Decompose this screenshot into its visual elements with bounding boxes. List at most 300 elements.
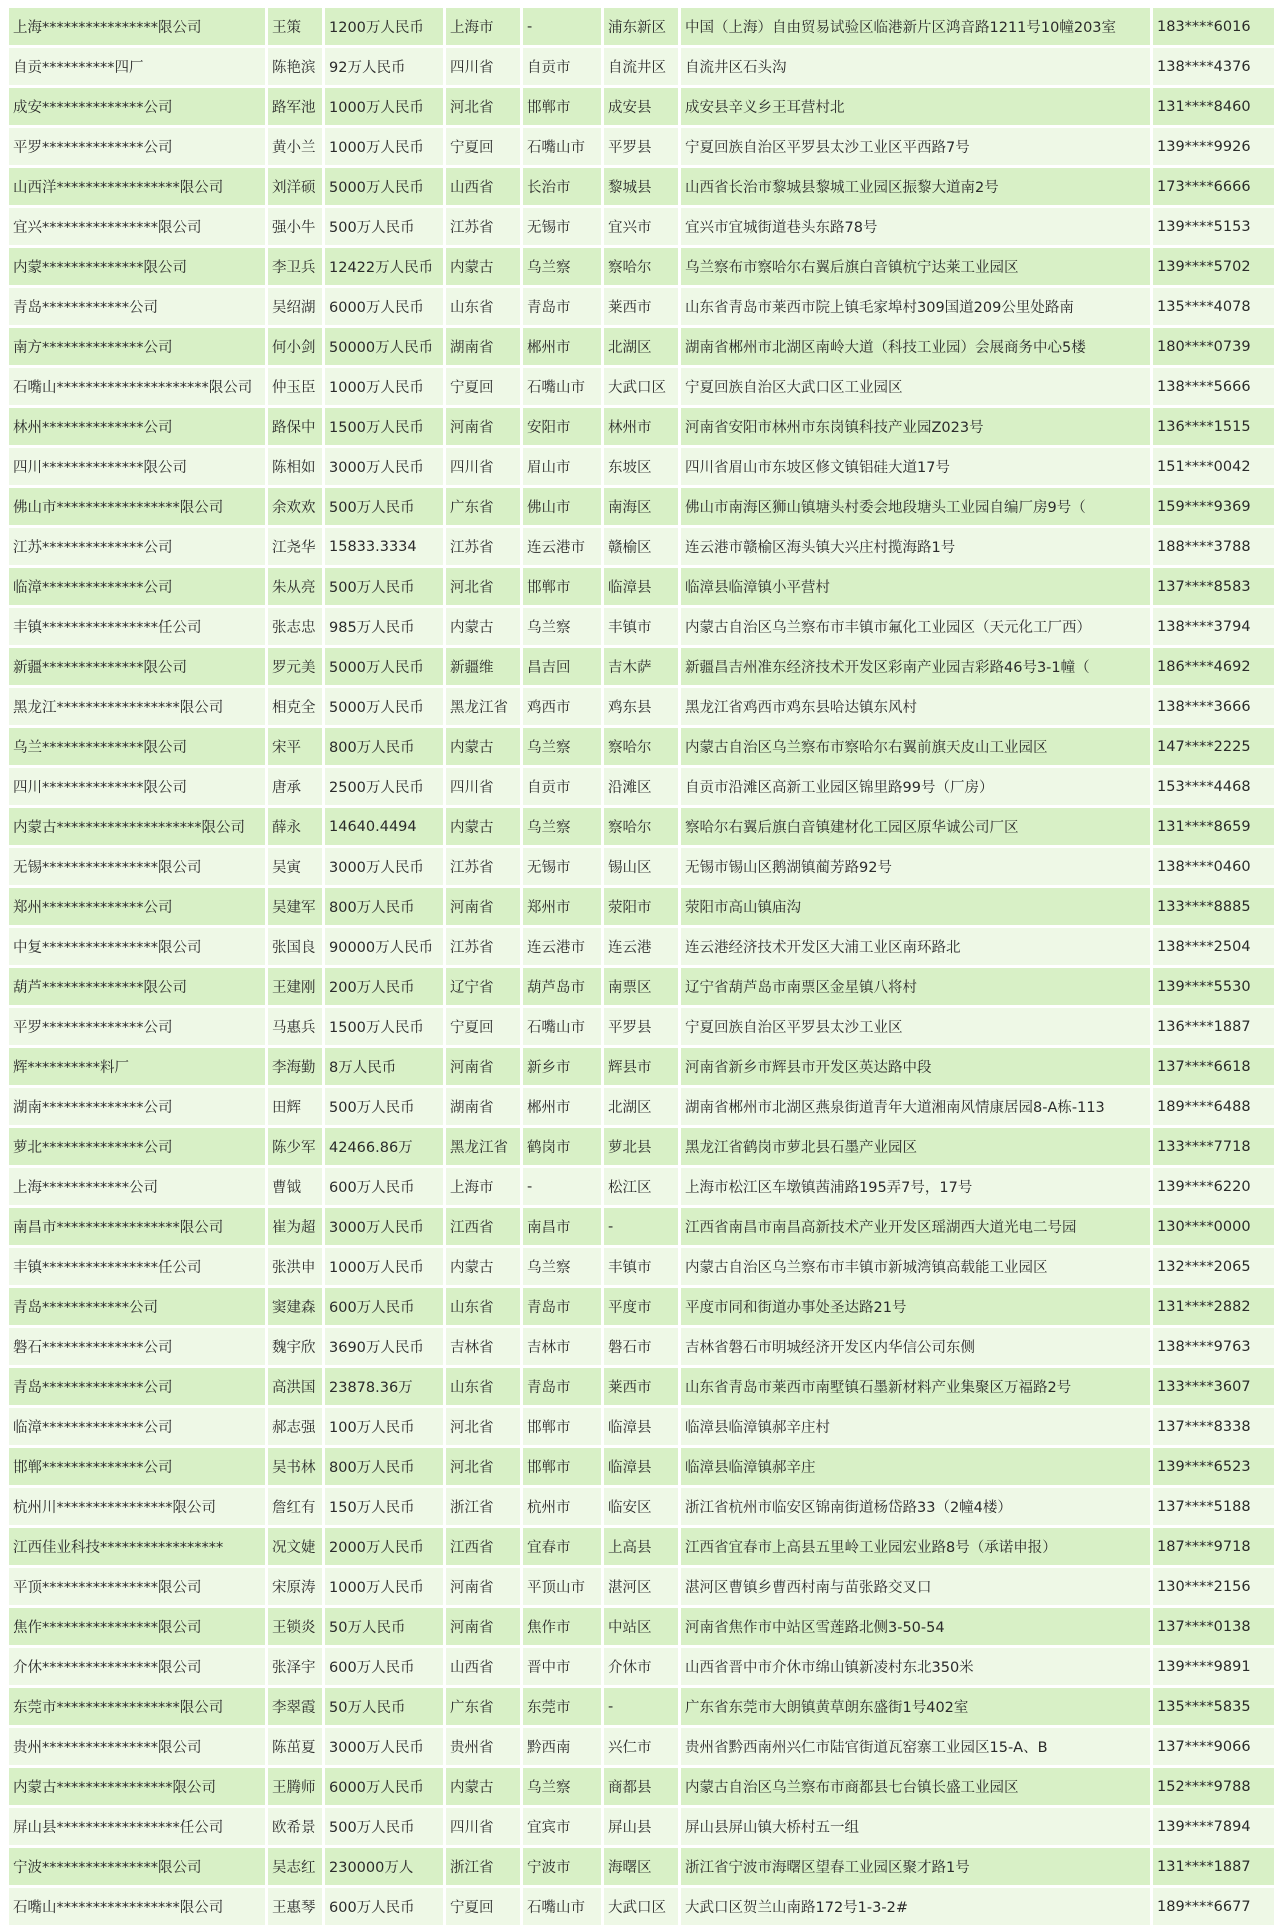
city-cell: 长治市 <box>523 168 601 205</box>
province-cell: 黑龙江省 <box>446 688 520 725</box>
company-name-cell: 郑州**************公司 <box>9 888 265 925</box>
table-row <box>9 448 1274 485</box>
phone-cell: 187****9718 <box>1153 1528 1274 1565</box>
province-cell: 江苏省 <box>446 208 520 245</box>
legal-person-cell: 张国良 <box>268 928 322 965</box>
legal-person-cell: 吴建军 <box>268 888 322 925</box>
registered-capital-cell: 600万人民币 <box>325 1888 443 1925</box>
phone-cell: 133****3607 <box>1153 1368 1274 1405</box>
table-row <box>9 1528 1274 1565</box>
district-cell: - <box>604 1688 678 1725</box>
city-cell: 无锡市 <box>523 848 601 885</box>
company-name-cell: 上海****************限公司 <box>9 8 265 45</box>
legal-person-cell: 王策 <box>268 8 322 45</box>
province-cell: 四川省 <box>446 768 520 805</box>
address-cell: 江西省南昌市南昌高新技术产业开发区瑶湖西大道光电二号园 <box>681 1208 1150 1245</box>
table-row <box>9 1808 1274 1845</box>
district-cell: 宜兴市 <box>604 208 678 245</box>
registered-capital-cell: 500万人民币 <box>325 1808 443 1845</box>
city-cell: 佛山市 <box>523 488 601 525</box>
province-cell: 四川省 <box>446 1808 520 1845</box>
city-cell: 郴州市 <box>523 328 601 365</box>
province-cell: 上海市 <box>446 8 520 45</box>
legal-person-cell: 窦建森 <box>268 1288 322 1325</box>
province-cell: 内蒙古 <box>446 808 520 845</box>
address-cell: 无锡市锡山区鹅湖镇蔺芳路92号 <box>681 848 1150 885</box>
district-cell: 荥阳市 <box>604 888 678 925</box>
province-cell: 河南省 <box>446 1568 520 1605</box>
province-cell: 内蒙古 <box>446 248 520 285</box>
company-name-cell: 焦作****************限公司 <box>9 1608 265 1645</box>
registered-capital-cell: 6000万人民币 <box>325 288 443 325</box>
table-row <box>9 288 1274 325</box>
phone-cell: 138****2504 <box>1153 928 1274 965</box>
registered-capital-cell: 500万人民币 <box>325 208 443 245</box>
registered-capital-cell: 3000万人民币 <box>325 1208 443 1245</box>
table-row <box>9 1048 1274 1085</box>
phone-cell: 153****4468 <box>1153 768 1274 805</box>
company-name-cell: 丰镇****************任公司 <box>9 608 265 645</box>
district-cell: 察哈尔 <box>604 808 678 845</box>
company-name-cell: 青岛************公司 <box>9 288 265 325</box>
district-cell: 上高县 <box>604 1528 678 1565</box>
legal-person-cell: 欧希景 <box>268 1808 322 1845</box>
registered-capital-cell: 100万人民币 <box>325 1408 443 1445</box>
city-cell: 宁波市 <box>523 1848 601 1885</box>
table-row <box>9 408 1274 445</box>
address-cell: 新疆昌吉州准东经济技术开发区彩南产业园吉彩路46号3-1幢（ <box>681 648 1150 685</box>
district-cell: 南海区 <box>604 488 678 525</box>
address-cell: 自贡市沿滩区高新工业园区锦里路99号（厂房） <box>681 768 1150 805</box>
registered-capital-cell: 23878.36万 <box>325 1368 443 1405</box>
table-row <box>9 648 1274 685</box>
address-cell: 宁夏回族自治区大武口区工业园区 <box>681 368 1150 405</box>
city-cell: 昌吉回 <box>523 648 601 685</box>
province-cell: 河南省 <box>446 1608 520 1645</box>
phone-cell: 137****6618 <box>1153 1048 1274 1085</box>
registered-capital-cell: 200万人民币 <box>325 968 443 1005</box>
address-cell: 四川省眉山市东坡区修文镇铝硅大道17号 <box>681 448 1150 485</box>
address-cell: 山西省晋中市介休市绵山镇新凌村东北350米 <box>681 1648 1150 1685</box>
company-name-cell: 林州**************公司 <box>9 408 265 445</box>
province-cell: 内蒙古 <box>446 608 520 645</box>
district-cell: 丰镇市 <box>604 1248 678 1285</box>
registered-capital-cell: 600万人民币 <box>325 1168 443 1205</box>
registered-capital-cell: 1500万人民币 <box>325 1008 443 1045</box>
city-cell: 石嘴山市 <box>523 1888 601 1925</box>
registered-capital-cell: 42466.86万 <box>325 1128 443 1165</box>
registered-capital-cell: 3690万人民币 <box>325 1328 443 1365</box>
legal-person-cell: 郝志强 <box>268 1408 322 1445</box>
legal-person-cell: 李卫兵 <box>268 248 322 285</box>
phone-cell: 189****6677 <box>1153 1888 1274 1925</box>
province-cell: 江苏省 <box>446 928 520 965</box>
city-cell: 邯郸市 <box>523 1448 601 1485</box>
table-row <box>9 848 1274 885</box>
company-name-cell: 成安**************公司 <box>9 88 265 125</box>
legal-person-cell: 高洪国 <box>268 1368 322 1405</box>
registered-capital-cell: 150万人民币 <box>325 1488 443 1525</box>
legal-person-cell: 江尧华 <box>268 528 322 565</box>
table-row <box>9 1088 1274 1125</box>
table-row <box>9 888 1274 925</box>
legal-person-cell: 陈茁夏 <box>268 1728 322 1765</box>
city-cell: 石嘴山市 <box>523 368 601 405</box>
company-name-cell: 新疆**************限公司 <box>9 648 265 685</box>
legal-person-cell: 魏宇欣 <box>268 1328 322 1365</box>
legal-person-cell: 王建刚 <box>268 968 322 1005</box>
district-cell: 察哈尔 <box>604 728 678 765</box>
phone-cell: 138****3794 <box>1153 608 1274 645</box>
table-row <box>9 568 1274 605</box>
company-name-cell: 丰镇****************任公司 <box>9 1248 265 1285</box>
phone-cell: 131****1887 <box>1153 1848 1274 1885</box>
legal-person-cell: 张泽宇 <box>268 1648 322 1685</box>
table-row <box>9 208 1274 245</box>
district-cell: 平度市 <box>604 1288 678 1325</box>
address-cell: 大武口区贺兰山南路172号1-3-2# <box>681 1888 1150 1925</box>
registered-capital-cell: 1000万人民币 <box>325 1568 443 1605</box>
registered-capital-cell: 1000万人民币 <box>325 1248 443 1285</box>
company-name-cell: 江苏**************公司 <box>9 528 265 565</box>
registered-capital-cell: 1000万人民币 <box>325 88 443 125</box>
address-cell: 宁夏回族自治区平罗县太沙工业区平西路7号 <box>681 128 1150 165</box>
province-cell: 宁夏回 <box>446 128 520 165</box>
registered-capital-cell: 500万人民币 <box>325 1088 443 1125</box>
district-cell: 临安区 <box>604 1488 678 1525</box>
city-cell: 吉林市 <box>523 1328 601 1365</box>
table-row <box>9 688 1274 725</box>
phone-cell: 138****9763 <box>1153 1328 1274 1365</box>
table-row <box>9 488 1274 525</box>
company-name-cell: 自贡**********四厂 <box>9 48 265 85</box>
city-cell: 乌兰察 <box>523 1768 601 1805</box>
district-cell: 林州市 <box>604 408 678 445</box>
city-cell: 乌兰察 <box>523 1248 601 1285</box>
table-row <box>9 928 1274 965</box>
province-cell: 山西省 <box>446 1648 520 1685</box>
district-cell: 商都县 <box>604 1768 678 1805</box>
city-cell: 郴州市 <box>523 1088 601 1125</box>
registered-capital-cell: 1500万人民币 <box>325 408 443 445</box>
province-cell: 河北省 <box>446 88 520 125</box>
phone-cell: 139****7894 <box>1153 1808 1274 1845</box>
legal-person-cell: 陈艳滨 <box>268 48 322 85</box>
table-row <box>9 1168 1274 1205</box>
table-row <box>9 768 1274 805</box>
phone-cell: 131****8460 <box>1153 88 1274 125</box>
company-name-cell: 四川**************限公司 <box>9 768 265 805</box>
district-cell: 中站区 <box>604 1608 678 1645</box>
table-row <box>9 1848 1274 1885</box>
address-cell: 黑龙江省鸡西市鸡东县哈达镇东风村 <box>681 688 1150 725</box>
district-cell: 莱西市 <box>604 288 678 325</box>
phone-cell: 130****2156 <box>1153 1568 1274 1605</box>
city-cell: - <box>523 1168 601 1205</box>
address-cell: 荥阳市高山镇庙沟 <box>681 888 1150 925</box>
legal-person-cell: 田辉 <box>268 1088 322 1125</box>
registered-capital-cell: 90000万人民币 <box>325 928 443 965</box>
province-cell: 新疆维 <box>446 648 520 685</box>
phone-cell: 139****5153 <box>1153 208 1274 245</box>
district-cell: 临漳县 <box>604 568 678 605</box>
company-name-cell: 乌兰**************限公司 <box>9 728 265 765</box>
address-cell: 宁夏回族自治区平罗县太沙工业区 <box>681 1008 1150 1045</box>
address-cell: 临漳县临漳镇小平营村 <box>681 568 1150 605</box>
city-cell: 葫芦岛市 <box>523 968 601 1005</box>
table-row <box>9 128 1274 165</box>
province-cell: 内蒙古 <box>446 1768 520 1805</box>
registered-capital-cell: 600万人民币 <box>325 1288 443 1325</box>
table-row <box>9 1608 1274 1645</box>
city-cell: 黔西南 <box>523 1728 601 1765</box>
district-cell: 察哈尔 <box>604 248 678 285</box>
company-name-cell: 磐石**************公司 <box>9 1328 265 1365</box>
company-name-cell: 中复****************限公司 <box>9 928 265 965</box>
city-cell: 眉山市 <box>523 448 601 485</box>
company-name-cell: 杭州川****************限公司 <box>9 1488 265 1525</box>
legal-person-cell: 路军池 <box>268 88 322 125</box>
phone-cell: 152****9788 <box>1153 1768 1274 1805</box>
legal-person-cell: 黄小兰 <box>268 128 322 165</box>
address-cell: 内蒙古自治区乌兰察布市察哈尔右翼前旗天皮山工业园区 <box>681 728 1150 765</box>
province-cell: 湖南省 <box>446 1088 520 1125</box>
company-name-cell: 宜兴****************限公司 <box>9 208 265 245</box>
district-cell: 松江区 <box>604 1168 678 1205</box>
district-cell: - <box>604 1208 678 1245</box>
province-cell: 内蒙古 <box>446 1248 520 1285</box>
registered-capital-cell: 6000万人民币 <box>325 1768 443 1805</box>
legal-person-cell: 路保中 <box>268 408 322 445</box>
district-cell: 连云港 <box>604 928 678 965</box>
city-cell: 平顶山市 <box>523 1568 601 1605</box>
registered-capital-cell: 5000万人民币 <box>325 168 443 205</box>
legal-person-cell: 强小牛 <box>268 208 322 245</box>
phone-cell: 137****0138 <box>1153 1608 1274 1645</box>
district-cell: 介休市 <box>604 1648 678 1685</box>
city-cell: 郑州市 <box>523 888 601 925</box>
company-name-cell: 南方**************公司 <box>9 328 265 365</box>
city-cell: 乌兰察 <box>523 728 601 765</box>
district-cell: 鸡东县 <box>604 688 678 725</box>
phone-cell: 138****3666 <box>1153 688 1274 725</box>
company-name-cell: 贵州****************限公司 <box>9 1728 265 1765</box>
company-name-cell: 佛山市*****************限公司 <box>9 488 265 525</box>
company-name-cell: 东莞市*****************限公司 <box>9 1688 265 1725</box>
province-cell: 贵州省 <box>446 1728 520 1765</box>
company-name-cell: 临漳**************公司 <box>9 1408 265 1445</box>
district-cell: 临漳县 <box>604 1408 678 1445</box>
address-cell: 临漳县临漳镇郝辛庄 <box>681 1448 1150 1485</box>
address-cell: 内蒙古自治区乌兰察布市商都县七台镇长盛工业园区 <box>681 1768 1150 1805</box>
province-cell: 四川省 <box>446 48 520 85</box>
table-row <box>9 1248 1274 1285</box>
city-cell: 无锡市 <box>523 208 601 245</box>
city-cell: 自贡市 <box>523 48 601 85</box>
district-cell: 临漳县 <box>604 1448 678 1485</box>
province-cell: 浙江省 <box>446 1488 520 1525</box>
district-cell: 平罗县 <box>604 128 678 165</box>
phone-cell: 135****5835 <box>1153 1688 1274 1725</box>
address-cell: 平度市同和街道办事处圣达路21号 <box>681 1288 1150 1325</box>
legal-person-cell: 王腾师 <box>268 1768 322 1805</box>
legal-person-cell: 宋原涛 <box>268 1568 322 1605</box>
district-cell: 辉县市 <box>604 1048 678 1085</box>
phone-cell: 139****6523 <box>1153 1448 1274 1485</box>
company-name-cell: 萝北**************公司 <box>9 1128 265 1165</box>
province-cell: 宁夏回 <box>446 368 520 405</box>
table-row <box>9 728 1274 765</box>
phone-cell: 139****5530 <box>1153 968 1274 1005</box>
district-cell: 锡山区 <box>604 848 678 885</box>
registered-capital-cell: 800万人民币 <box>325 1448 443 1485</box>
phone-cell: 139****9891 <box>1153 1648 1274 1685</box>
district-cell: 兴仁市 <box>604 1728 678 1765</box>
province-cell: 河北省 <box>446 568 520 605</box>
address-cell: 山西省长治市黎城县黎城工业园区振黎大道南2号 <box>681 168 1150 205</box>
phone-cell: 138****4376 <box>1153 48 1274 85</box>
city-cell: 邯郸市 <box>523 1408 601 1445</box>
registered-capital-cell: 5000万人民币 <box>325 648 443 685</box>
province-cell: 河南省 <box>446 408 520 445</box>
city-cell: 宜宾市 <box>523 1808 601 1845</box>
district-cell: 东坡区 <box>604 448 678 485</box>
table-row <box>9 248 1274 285</box>
table-row <box>9 1368 1274 1405</box>
city-cell: 安阳市 <box>523 408 601 445</box>
address-cell: 乌兰察布市察哈尔右翼后旗白音镇杭宁达莱工业园区 <box>681 248 1150 285</box>
table-row <box>9 1648 1274 1685</box>
registered-capital-cell: 3000万人民币 <box>325 448 443 485</box>
registered-capital-cell: 1200万人民币 <box>325 8 443 45</box>
district-cell: 萝北县 <box>604 1128 678 1165</box>
company-name-cell: 山西洋*****************限公司 <box>9 168 265 205</box>
legal-person-cell: 詹红有 <box>268 1488 322 1525</box>
registered-capital-cell: 1000万人民币 <box>325 128 443 165</box>
company-name-cell: 内蒙古********************限公司 <box>9 808 265 845</box>
phone-cell: 131****2882 <box>1153 1288 1274 1325</box>
province-cell: 广东省 <box>446 1688 520 1725</box>
phone-cell: 189****6488 <box>1153 1088 1274 1125</box>
phone-cell: 188****3788 <box>1153 528 1274 565</box>
registered-capital-cell: 985万人民币 <box>325 608 443 645</box>
address-cell: 中国（上海）自由贸易试验区临港新片区鸿音路1211号10幢203室 <box>681 8 1150 45</box>
province-cell: 山西省 <box>446 168 520 205</box>
city-cell: 宜春市 <box>523 1528 601 1565</box>
company-name-cell: 青岛**************公司 <box>9 1368 265 1405</box>
district-cell: 北湖区 <box>604 328 678 365</box>
legal-person-cell: 何小剑 <box>268 328 322 365</box>
district-cell: 大武口区 <box>604 368 678 405</box>
table-row <box>9 1888 1274 1925</box>
address-cell: 湛河区曹镇乡曹西村南与苗张路交叉口 <box>681 1568 1150 1605</box>
address-cell: 屏山县屏山镇大桥村五一组 <box>681 1808 1150 1845</box>
legal-person-cell: 崔为超 <box>268 1208 322 1245</box>
table-row <box>9 1328 1274 1365</box>
legal-person-cell: 曹钺 <box>268 1168 322 1205</box>
legal-person-cell: 薛永 <box>268 808 322 845</box>
legal-person-cell: 罗元美 <box>268 648 322 685</box>
address-cell: 湖南省郴州市北湖区燕泉街道青年大道湘南风情康居园8-A栋-113 <box>681 1088 1150 1125</box>
district-cell: 莱西市 <box>604 1368 678 1405</box>
city-cell: 乌兰察 <box>523 248 601 285</box>
address-cell: 上海市松江区车墩镇茜浦路195弄7号，17号 <box>681 1168 1150 1205</box>
table-row <box>9 1008 1274 1045</box>
province-cell: 山东省 <box>446 288 520 325</box>
table-row <box>9 1288 1274 1325</box>
address-cell: 河南省安阳市林州市东岗镇科技产业园Z023号 <box>681 408 1150 445</box>
address-cell: 辽宁省葫芦岛市南票区金星镇八将村 <box>681 968 1150 1005</box>
table-row <box>9 88 1274 125</box>
company-name-cell: 介休****************限公司 <box>9 1648 265 1685</box>
legal-person-cell: 陈少军 <box>268 1128 322 1165</box>
district-cell: 屏山县 <box>604 1808 678 1845</box>
table-row <box>9 1448 1274 1485</box>
district-cell: 自流井区 <box>604 48 678 85</box>
city-cell: 石嘴山市 <box>523 1008 601 1045</box>
company-name-cell: 内蒙古****************限公司 <box>9 1768 265 1805</box>
company-name-cell: 邯郸**************公司 <box>9 1448 265 1485</box>
registered-capital-cell: 50000万人民币 <box>325 328 443 365</box>
address-cell: 山东省青岛市莱西市南墅镇石墨新材料产业集聚区万福路2号 <box>681 1368 1150 1405</box>
company-name-cell: 葫芦**************限公司 <box>9 968 265 1005</box>
registered-capital-cell: 800万人民币 <box>325 888 443 925</box>
district-cell: 大武口区 <box>604 1888 678 1925</box>
address-cell: 广东省东莞市大朗镇黄草朗东盛街1号402室 <box>681 1688 1150 1725</box>
district-cell: 浦东新区 <box>604 8 678 45</box>
province-cell: 湖南省 <box>446 328 520 365</box>
table-row <box>9 528 1274 565</box>
legal-person-cell: 李翠霞 <box>268 1688 322 1725</box>
legal-person-cell: 吴书林 <box>268 1448 322 1485</box>
city-cell: 鹤岗市 <box>523 1128 601 1165</box>
company-name-cell: 平罗**************公司 <box>9 128 265 165</box>
province-cell: 河北省 <box>446 1408 520 1445</box>
address-cell: 内蒙古自治区乌兰察布市丰镇市氟化工业园区（天元化工厂西） <box>681 608 1150 645</box>
company-name-cell: 无锡****************限公司 <box>9 848 265 885</box>
table-row <box>9 1488 1274 1525</box>
company-name-cell: 石嘴山*********************限公司 <box>9 368 265 405</box>
company-name-cell: 四川**************限公司 <box>9 448 265 485</box>
registered-capital-cell: 2000万人民币 <box>325 1528 443 1565</box>
district-cell: 丰镇市 <box>604 608 678 645</box>
legal-person-cell: 唐承 <box>268 768 322 805</box>
address-cell: 黑龙江省鹤岗市萝北县石墨产业园区 <box>681 1128 1150 1165</box>
company-name-cell: 临漳**************公司 <box>9 568 265 605</box>
registered-capital-cell: 15833.3334 <box>325 528 443 565</box>
table-row <box>9 48 1274 85</box>
table-row <box>9 1208 1274 1245</box>
phone-cell: 132****2065 <box>1153 1248 1274 1285</box>
table-row <box>9 368 1274 405</box>
province-cell: 江苏省 <box>446 848 520 885</box>
address-cell: 连云港经济技术开发区大浦工业区南环路北 <box>681 928 1150 965</box>
phone-cell: 131****8659 <box>1153 808 1274 845</box>
registered-capital-cell: 50万人民币 <box>325 1608 443 1645</box>
legal-person-cell: 王惠琴 <box>268 1888 322 1925</box>
address-cell: 临漳县临漳镇郝辛庄村 <box>681 1408 1150 1445</box>
registered-capital-cell: 12422万人民币 <box>325 248 443 285</box>
legal-person-cell: 刘洋硕 <box>268 168 322 205</box>
company-name-cell: 平顶****************限公司 <box>9 1568 265 1605</box>
phone-cell: 137****5188 <box>1153 1488 1274 1525</box>
company-name-cell: 湖南**************公司 <box>9 1088 265 1125</box>
city-cell: 自贡市 <box>523 768 601 805</box>
phone-cell: 159****9369 <box>1153 488 1274 525</box>
company-name-cell: 南昌市*****************限公司 <box>9 1208 265 1245</box>
company-name-cell: 上海************公司 <box>9 1168 265 1205</box>
district-cell: 南票区 <box>604 968 678 1005</box>
